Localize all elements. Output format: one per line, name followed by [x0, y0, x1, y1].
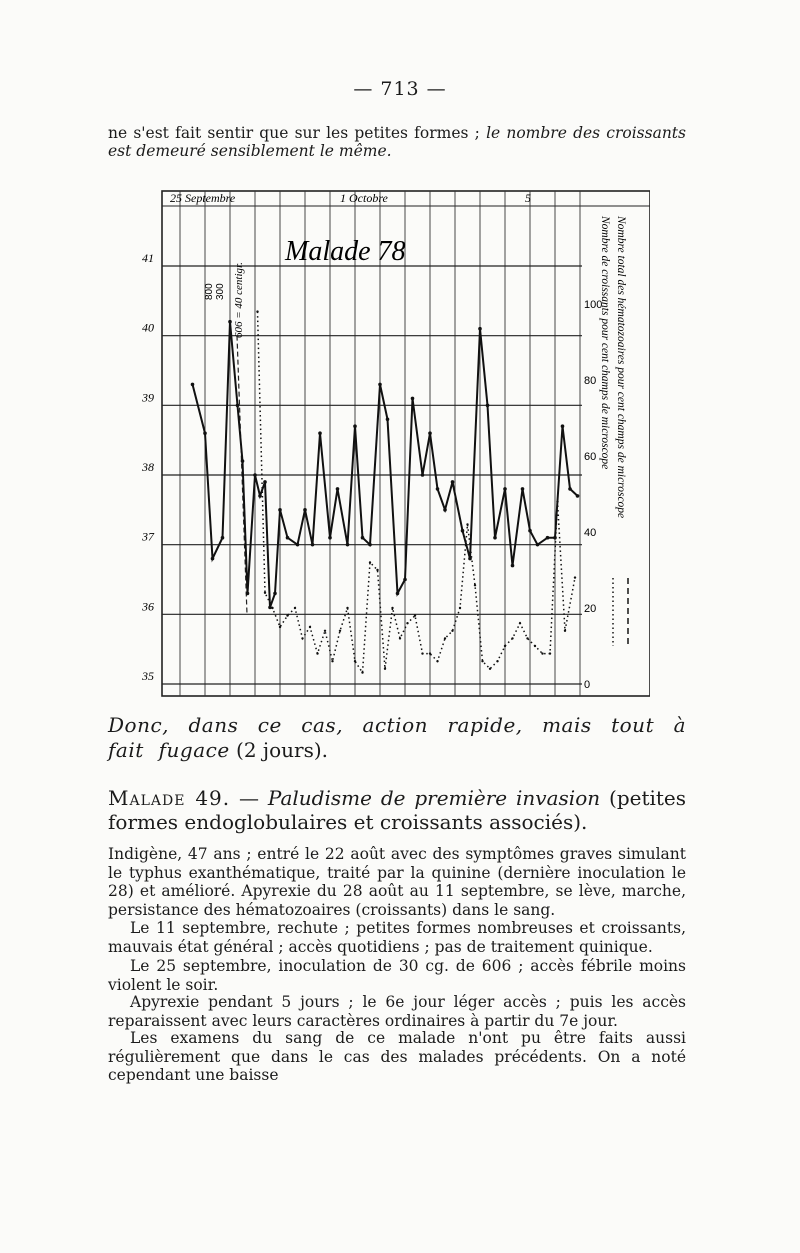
date-label: 1 Octobre: [340, 191, 388, 205]
temperature-point: [268, 606, 272, 610]
temperature-point: [403, 578, 407, 582]
temperature-point: [503, 487, 507, 491]
croissants-point: [256, 310, 258, 312]
left-axis-tick: 41: [142, 251, 154, 265]
croissants-point: [429, 652, 431, 654]
date-label: 5: [525, 191, 531, 205]
temperature-point: [346, 543, 350, 547]
temperature-point: [421, 473, 425, 477]
croissants-point: [271, 607, 273, 609]
temperature-point: [443, 508, 447, 512]
temperature-point: [318, 431, 322, 435]
croissants-point: [481, 660, 483, 662]
croissants-point: [264, 592, 266, 594]
malade-49-italic: Paludisme de première invasion: [267, 786, 601, 810]
temperature-point: [528, 529, 532, 533]
chart-series: [191, 310, 580, 673]
croissants-point: [549, 652, 551, 654]
body-paragraph-3: Le 25 septembre, inoculation de 30 cg. de 606 ; accès fébrile moins violent le soir.: [108, 957, 686, 994]
temperature-point: [536, 543, 540, 547]
right-axis-tick: 20: [584, 603, 597, 615]
croissants-point: [436, 660, 438, 662]
croissants-point: [331, 660, 333, 662]
croissants-point: [279, 626, 281, 628]
croissants-point: [309, 626, 311, 628]
temperature-point: [228, 320, 232, 324]
temperature-point: [396, 592, 400, 596]
temperature-point: [368, 543, 372, 547]
legend-solid: Nombre total des hématozoaires pour cent champs de microscope: [615, 216, 627, 519]
croissants-point: [444, 637, 446, 639]
croissants-point: [286, 614, 288, 616]
annotation-value: 800: [204, 283, 215, 300]
croissants-point: [346, 607, 348, 609]
temperature-point: [361, 536, 365, 540]
croissants-point: [421, 652, 423, 654]
body-paragraph-4: Apyrexie pendant 5 jours ; le 6e jour léger accès ; puis les accès reparaissent avec leurs caractères ordinaires à partir du 7e jour.: [108, 993, 686, 1030]
croissants-point: [504, 645, 506, 647]
temperature-point: [461, 529, 465, 533]
temperature-point: [258, 494, 262, 498]
donc-roman: (2 jours).: [236, 738, 329, 762]
croissants-point: [511, 637, 513, 639]
croissants-point: [534, 645, 536, 647]
croissants-point: [574, 576, 576, 578]
left-axis-tick: 36: [142, 599, 154, 614]
temperature-point: [263, 480, 267, 484]
temperature-point: [478, 327, 482, 331]
temperature-point: [486, 404, 490, 408]
temperature-point: [241, 459, 245, 463]
body-paragraph-5: Les examens du sang de ce malade n'ont pu être faits aussi régulièrement que dans le cas des malades précédents. On a noté cependant une baisse: [108, 1029, 686, 1085]
donc-italic: Donc, dans ce cas, action rapide, mais tout à fait fugace: [108, 713, 686, 762]
body-paragraph-1: Indigène, 47 ans ; entré le 22 août avec des symptômes graves simulant le typhus exanthématique, traité par la quinine (dernière inoculation le 28) et amélioré. Apyrexie du 28 août au 11 septembre, se lève, marche, persistance des hématozoaires (croissants) dans le sang.: [108, 845, 686, 919]
malade-49-dash: —: [239, 786, 260, 810]
croissants-point: [384, 668, 386, 670]
croissants-point: [466, 523, 468, 525]
croissants-point: [324, 630, 326, 632]
temperature-point: [336, 487, 340, 491]
croissants-point: [399, 637, 401, 639]
temperature-point: [236, 404, 240, 408]
temperature-point: [311, 543, 315, 547]
croissants-point: [354, 660, 356, 662]
right-axis-tick: 0: [584, 679, 591, 691]
left-axis-tick: 35: [142, 669, 154, 683]
croissants-point: [564, 630, 566, 632]
left-axis-tick: 39: [142, 390, 154, 405]
temperature-chart: [140, 188, 650, 700]
body-paragraph-2: Le 11 septembre, rechute ; petites formes nombreuses et croissants, mauvais état général ; accès quotidiens ; pas de traitement quinique.: [108, 919, 686, 956]
right-axis-tick: 40: [584, 527, 597, 539]
date-label: 25 Septembre: [170, 191, 236, 205]
croissants-point: [489, 668, 491, 670]
croissants-point: [541, 652, 543, 654]
temperature-point: [546, 536, 550, 540]
temperature-point: [568, 487, 572, 491]
malade-49-heading: [108, 786, 686, 834]
croissants-point: [406, 622, 408, 624]
temperature-point: [493, 536, 497, 540]
left-axis-tick: 38: [142, 460, 154, 474]
temperature-point: [328, 536, 332, 540]
temperature-point: [428, 431, 432, 435]
croissants-point: [361, 671, 363, 673]
malade-49-label: Malade 49.: [108, 786, 231, 810]
temperature-point: [296, 543, 300, 547]
croissants-point: [369, 561, 371, 563]
croissants-point: [339, 630, 341, 632]
temperature-point: [436, 487, 440, 491]
temperature-point: [278, 508, 282, 512]
temperature-point: [221, 536, 225, 540]
intro-roman: ne s'est fait sentir que sur les petites formes ;: [108, 124, 480, 142]
injection-annotation: 606 = 40 centigr.: [233, 262, 245, 338]
temperature-point: [378, 383, 382, 387]
temperature-point: [246, 592, 250, 596]
croissants-point: [556, 500, 558, 502]
temperature-point: [303, 508, 307, 512]
temperature-point: [561, 424, 565, 428]
right-axis-tick: 100: [584, 299, 603, 311]
croissants-point: [414, 614, 416, 616]
legend-dotted: Nombre de croissants pour cent champs de microscope: [599, 216, 611, 470]
intro-italic: le nombre des croissants est demeuré sensiblement le même.: [108, 124, 686, 160]
temperature-point: [253, 473, 257, 477]
right-axis-tick: 60: [584, 451, 597, 463]
temperature-series-line: [193, 322, 578, 608]
temperature-point: [191, 383, 195, 387]
donc-paragraph: [108, 713, 686, 763]
chart-title: Malade 78: [285, 236, 406, 267]
left-axis-tick: 37: [142, 529, 154, 544]
croissants-point: [376, 569, 378, 571]
temperature-point: [411, 397, 415, 401]
temperature-point: [353, 424, 357, 428]
annotation-value: 300: [215, 283, 226, 300]
croissants-point: [316, 652, 318, 654]
croissants-point: [519, 622, 521, 624]
temperature-point: [203, 431, 207, 435]
croissants-point: [451, 630, 453, 632]
malade-49-roman: (petites formes endoglobulaires et croissants associés).: [108, 786, 687, 834]
temperature-point: [521, 487, 525, 491]
croissants-point: [459, 607, 461, 609]
croissants-point: [294, 607, 296, 609]
page-number: — 713 —: [353, 78, 447, 100]
left-axis-tick: 40: [142, 320, 154, 335]
intro-paragraph: [108, 124, 686, 160]
temperature-point: [386, 417, 390, 421]
temperature-point: [211, 557, 215, 561]
croissants-point: [496, 660, 498, 662]
croissants-point: [391, 607, 393, 609]
temperature-point: [576, 494, 580, 498]
croissants-point: [526, 637, 528, 639]
croissants-point: [474, 584, 476, 586]
right-axis-tick: 80: [584, 375, 597, 387]
croissants-point: [301, 637, 303, 639]
temperature-point: [451, 480, 455, 484]
temperature-point: [511, 564, 515, 568]
temperature-point: [273, 592, 277, 596]
temperature-point: [286, 536, 290, 540]
